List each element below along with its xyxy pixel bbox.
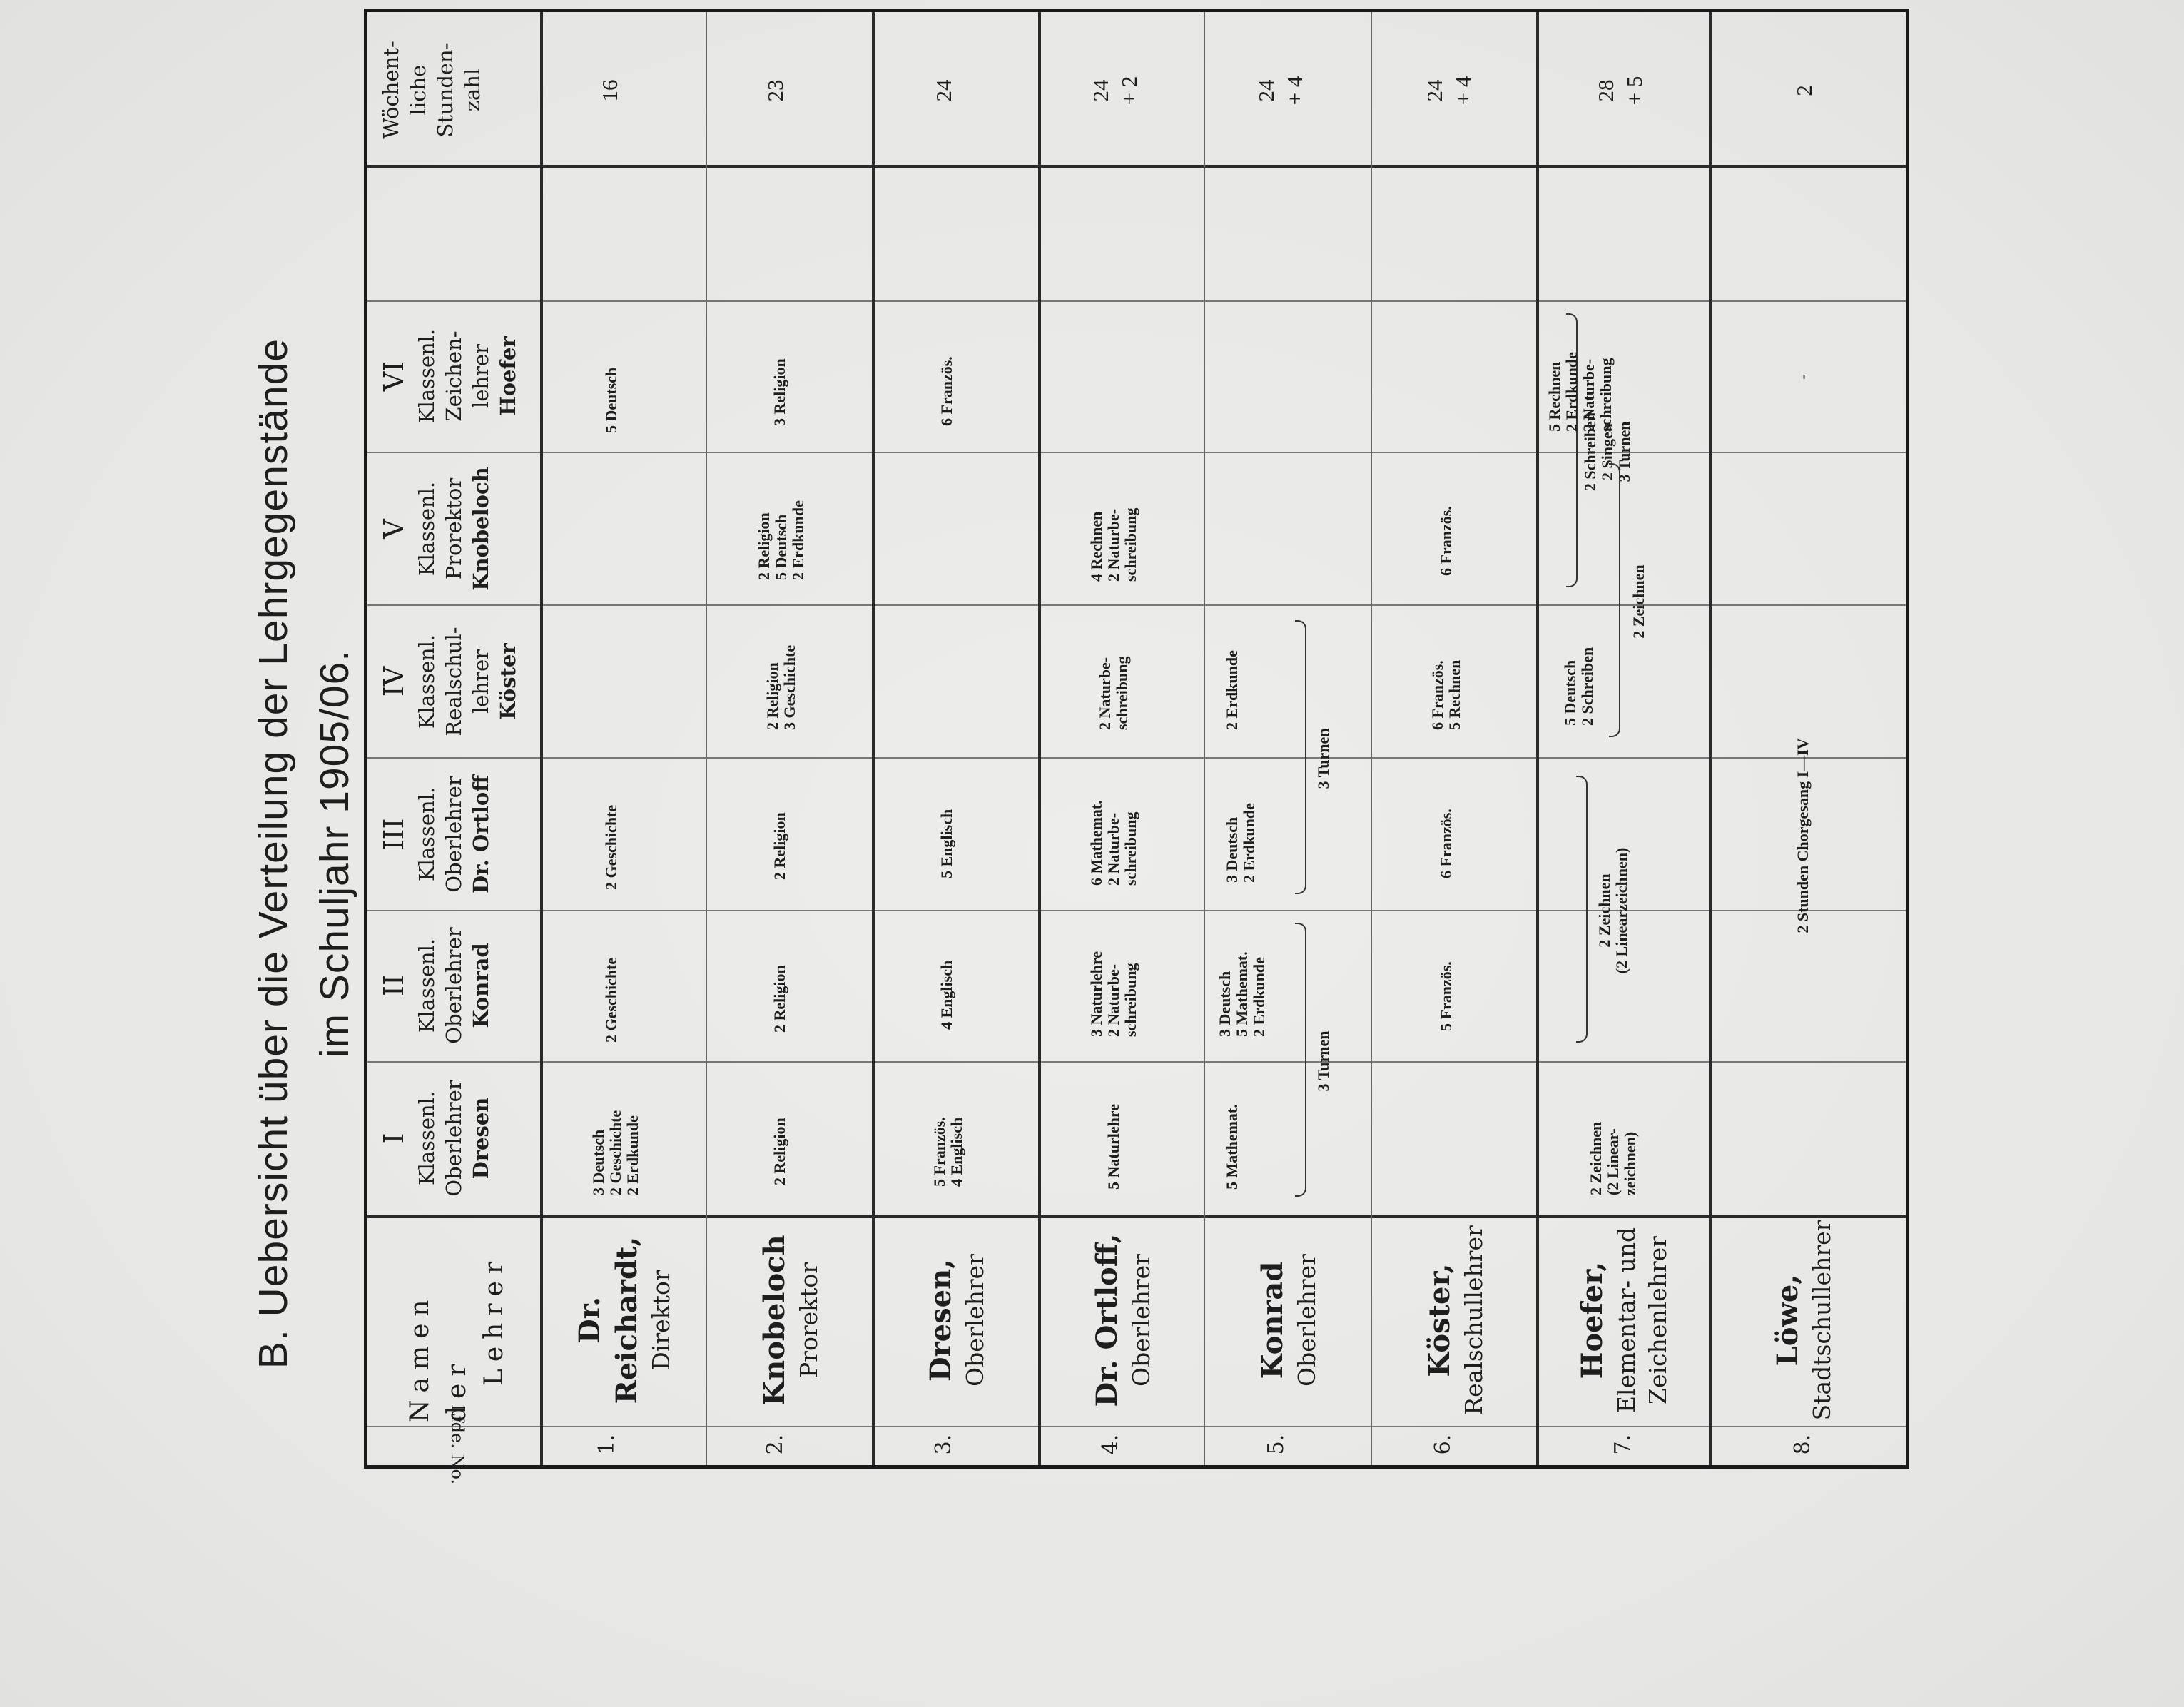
row-number: 4. (1098, 1434, 1123, 1455)
cell-r1-II: 2 Geschichte (602, 957, 620, 1043)
cell-r7-I: 2 Zeichnen (2 Linear- zeichnen) (1587, 1121, 1639, 1195)
total-r4: 24 + 2 (1088, 76, 1142, 106)
col-rule (367, 300, 1906, 302)
cell-r6-IV: 6 Französ. 5 Rechnen (1428, 659, 1463, 730)
row-number: 2. (763, 1434, 788, 1455)
total-r2: 23 (763, 79, 788, 102)
teacher-name-knobeloch: Knobeloch Prorektor (758, 1235, 823, 1406)
schedule-table (364, 9, 1909, 1485)
header-rule (540, 12, 543, 1465)
row-number: 7. (1610, 1434, 1635, 1455)
brace-turnen-III-IV (1295, 620, 1306, 894)
cell-r4-IV: 2 Naturbe- schreibung (1096, 656, 1131, 730)
cell-r5-IV: 2 Erdkunde (1223, 650, 1241, 730)
cell-r7-V-VI: 2 Schreiben 2 Singen 3 Turnen (1581, 412, 1633, 492)
cell-r6-V: 6 Französ. (1437, 506, 1455, 576)
brace-turnen-I-II (1295, 923, 1306, 1197)
header-weekly-hours: Wöchent- liche Stunden- zahl (379, 41, 484, 139)
row-number: 6. (1431, 1434, 1456, 1455)
cell-r2-II: 2 Religion (771, 965, 788, 1033)
total-r8: 2 (1792, 85, 1817, 96)
row-number: 5. (1264, 1434, 1289, 1455)
cell-r4-V: 4 Rechnen 2 Naturbe- schreibung (1087, 507, 1139, 582)
row-rule (1536, 12, 1539, 1465)
teacher-name-konrad: Konrad Oberlehrer (1256, 1254, 1321, 1387)
col-rule (367, 757, 1906, 759)
cell-r2-V: 2 Religion 5 Deutsch 2 Erdkunde (755, 500, 807, 580)
row-number: 3. (931, 1434, 956, 1455)
cell-r7-IV-V: 2 Zeichnen (1630, 564, 1647, 639)
total-r7: 28 + 5 (1593, 76, 1647, 106)
header-class-I: I Klassenl. Oberlehrer Dresen (378, 1080, 493, 1197)
col-rule (367, 165, 1906, 168)
total-r5: 24 + 4 (1254, 76, 1307, 106)
teacher-name-dresen: Dresen, Oberlehrer (924, 1254, 989, 1387)
total-r6: 24 + 4 (1422, 76, 1476, 106)
cell-r2-III: 2 Religion (771, 812, 788, 880)
header-class-IV: IV Klassenl. Realschul- lehrer Köster (378, 627, 520, 736)
cell-r2-VI: 3 Religion (771, 358, 788, 426)
cell-r5-turnen-I-II: 3 Turnen (1314, 1030, 1332, 1092)
header-class-II: II Klassenl. Oberlehrer Konrad (378, 927, 493, 1044)
cell-r3-III: 5 Englisch (938, 809, 955, 878)
brace-zeichnen-II-III (1576, 776, 1588, 1043)
cell-r3-VI: 6 Französ. (938, 356, 955, 426)
col-rule (367, 604, 1906, 606)
total-r3: 24 (931, 79, 956, 102)
title-line-1: B. Uebersicht über die Verteilung der Lehrgegenstände (250, 338, 296, 1369)
cell-r7-II-III: 2 Zeichnen (2 Linearzeichnen) (1595, 847, 1630, 974)
cell-r4-III: 6 Mathemat. 2 Naturbe- schreibung (1087, 800, 1139, 886)
col-rule (367, 1061, 1906, 1063)
cell-r8-chorgesang: 2 Stunden Chorgesang I—IV (1794, 738, 1812, 933)
cell-r1-III: 2 Geschichte (602, 804, 620, 890)
cell-r5-II: 3 Deutsch 5 Mathemat. 2 Erdkunde (1216, 951, 1268, 1037)
cell-r6-III: 6 Französ. (1437, 809, 1455, 878)
teacher-name-hoefer: Hoefer, Elementar- und Zeichenlehrer (1575, 1227, 1672, 1414)
col-rule (367, 452, 1906, 453)
title-line-2: im Schuljahr 1905/06. (312, 649, 357, 1058)
cell-r5-III: 3 Deutsch 2 Erdkunde (1223, 803, 1258, 883)
cell-r8-VI: - (1794, 374, 1812, 380)
cell-r4-II: 3 Naturlehre 2 Naturbe- schreibung (1087, 951, 1139, 1037)
row-rule (1038, 12, 1041, 1465)
cell-r3-II: 4 Englisch (938, 960, 955, 1030)
teacher-name-reichardt: Dr. Reichardt, Direktor (573, 1236, 675, 1404)
row-rule (1709, 12, 1712, 1465)
cell-r2-I: 2 Religion (771, 1118, 788, 1185)
row-number: 1. (594, 1434, 619, 1455)
document-title (243, 0, 365, 1707)
row-rule (706, 12, 707, 1465)
cell-r3-I: 5 Französ. 4 Englisch (930, 1117, 965, 1187)
total-r1: 16 (597, 79, 622, 102)
cell-r5-I: 5 Mathemat. (1223, 1104, 1241, 1190)
col-rule (367, 910, 1906, 911)
teacher-name-loewe: Löwe, Stadtschullehrer (1771, 1220, 1836, 1421)
cell-r7-IV: 5 Deutsch 2 Schreiben (1561, 647, 1596, 726)
cell-r2-IV: 2 Religion 3 Geschichte (763, 644, 798, 730)
row-rule (1371, 12, 1372, 1465)
header-class-III: III Klassenl. Oberlehrer Dr. Ortloff (378, 774, 493, 894)
header-teacher-names: Namen der Lehrer (405, 1254, 509, 1422)
teacher-name-ortloff: Dr. Ortloff, Oberlehrer (1090, 1233, 1155, 1407)
header-number: Lfde. No. (447, 1404, 467, 1485)
row-number: 8. (1790, 1434, 1815, 1455)
cell-r1-I: 3 Deutsch 2 Geschichte 2 Erdkunde (589, 1110, 641, 1195)
teacher-name-koester: Köster, Realschullehrer (1423, 1225, 1488, 1415)
row-rule (1204, 12, 1205, 1465)
header-class-V: V Klassenl. Prorektor Knobeloch (378, 467, 493, 591)
cell-r1-VI: 5 Deutsch (602, 367, 620, 433)
cell-r5-turnen-III-IV: 3 Turnen (1314, 728, 1332, 789)
cell-r6-II: 5 Französ. (1437, 961, 1455, 1031)
row-rule (872, 12, 875, 1465)
header-class-VI: VI Klassenl. Zeichen- lehrer Hoefer (378, 328, 520, 424)
cell-r7-VI: 5 Rechnen 2 Erdkunde 2 Naturbe- schreibung (1545, 352, 1615, 432)
cell-r4-I: 5 Naturlehre (1104, 1104, 1122, 1190)
